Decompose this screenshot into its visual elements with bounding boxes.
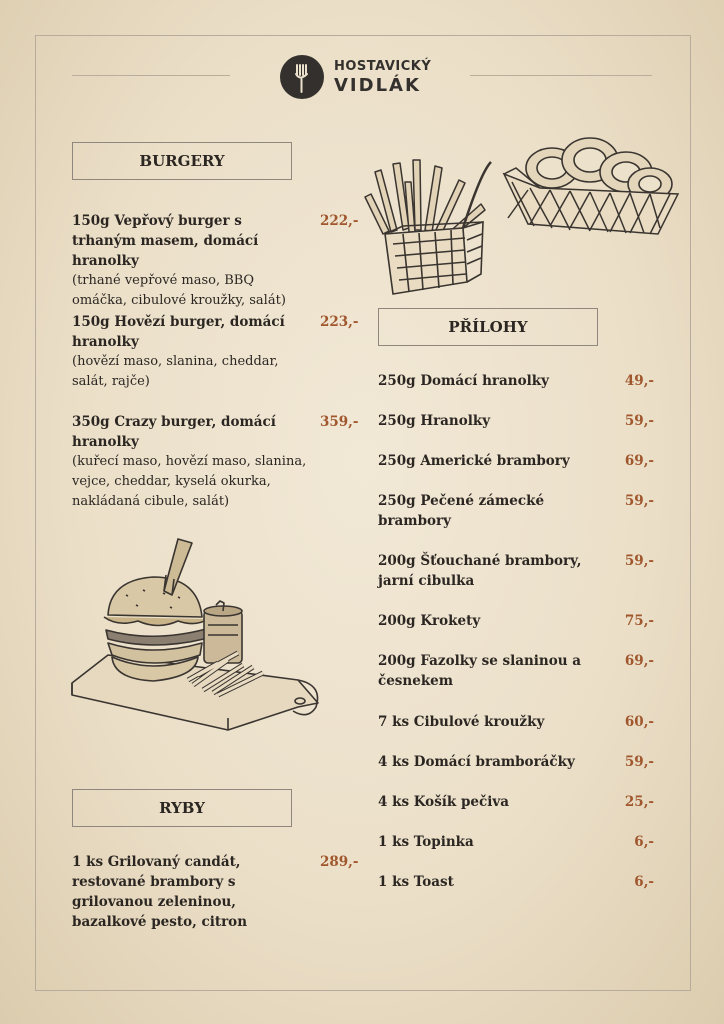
menu-item-name: 150g Vepřový burger s trhaným masem, domácí hranolky: [72, 213, 259, 269]
logo-text-top: HOSTAVICKÝ: [334, 59, 432, 74]
side-dish-price: 69,-: [624, 653, 654, 669]
side-dish-price: 59,-: [624, 553, 654, 569]
menu-item-name: 150g Hovězí burger, domácí hranolky: [72, 314, 285, 350]
side-dish-price: 59,-: [624, 754, 654, 770]
menu-item-description: (hovězí maso, slanina, cheddar, salát, rajče): [72, 354, 279, 389]
side-dish-name: 4 ks Domácí bramboráčky: [378, 754, 575, 770]
menu-item-name: 350g Crazy burger, domácí hranolky: [72, 414, 276, 450]
side-dish-price: 75,-: [624, 613, 654, 629]
side-dish-price: 59,-: [624, 413, 654, 429]
burger-board-icon: [68, 535, 328, 745]
onion-rings-basket-icon: [500, 138, 680, 238]
menu-item: [72, 211, 310, 311]
side-dish-price: 49,-: [624, 373, 654, 389]
side-dish-name: 1 ks Topinka: [378, 834, 474, 850]
side-dish-name: 250g Americké brambory: [378, 453, 570, 469]
menu-item-price: 359,-: [320, 414, 359, 430]
menu-item-name: 1 ks Grilovaný candát, restované brambory s grilovanou zeleninou, bazalkové pesto, citron: [72, 854, 248, 930]
menu-item-price: 222,-: [320, 213, 359, 229]
side-dish-price: 25,-: [624, 794, 654, 810]
side-dish-name: 200g Fazolky se slaninou a česnekem: [378, 653, 582, 689]
side-dish-name: 200g Šťouchané brambory, jarní cibulka: [378, 553, 582, 589]
side-dish-name: 1 ks Toast: [378, 874, 454, 890]
section-title-burgery: BURGERY: [72, 142, 292, 180]
side-dish-name: 250g Domácí hranolky: [378, 373, 549, 389]
side-dish-price: 69,-: [624, 453, 654, 469]
side-dish-price: 60,-: [624, 714, 654, 730]
menu-item-description: (kuřecí maso, hovězí maso, slanina, vejce, cheddar, kyselá okurka, nakládaná cibule, salát): [72, 454, 307, 509]
section-title-ryby: RYBY: [72, 789, 292, 827]
logo-badge: [280, 55, 324, 99]
side-dish-name: 7 ks Cibulové kroužky: [378, 714, 545, 730]
side-dish-name: 200g Krokety: [378, 613, 481, 629]
menu-item-price: 223,-: [320, 314, 359, 330]
menu-item: [72, 312, 310, 392]
menu-item-price: 289,-: [320, 854, 359, 870]
header-rule-right: [470, 75, 652, 76]
side-dish-price: 6,-: [634, 874, 654, 890]
menu-item: [72, 412, 310, 512]
fork-icon: [280, 55, 324, 99]
logo-text-bottom: VIDLÁK: [334, 75, 421, 96]
fries-basket-icon: [363, 152, 493, 302]
menu-item: [72, 852, 292, 932]
section-title-prilohy: PŘÍLOHY: [378, 308, 598, 346]
side-dish-name: 4 ks Košík pečiva: [378, 794, 509, 810]
side-dish-name: 250g Hranolky: [378, 413, 491, 429]
menu-item-description: (trhané vepřové maso, BBQ omáčka, cibulové kroužky, salát): [72, 273, 286, 308]
side-dish-name: 250g Pečené zámecké brambory: [378, 493, 545, 529]
header-rule-left: [72, 75, 230, 76]
side-dish-price: 59,-: [624, 493, 654, 509]
side-dish-price: 6,-: [634, 834, 654, 850]
restaurant-logo: [280, 53, 440, 103]
